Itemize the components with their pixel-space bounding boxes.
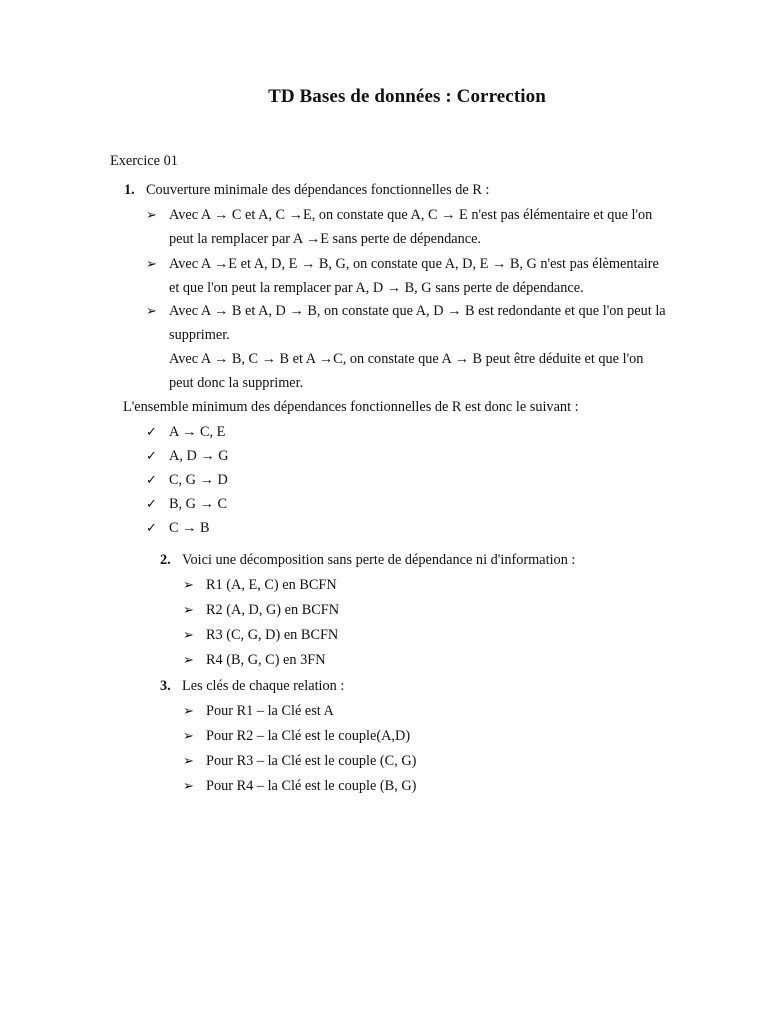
- bullet-1-line-1: Avec A → C et A, C →E, on constate que A, C → E n'est pas élémentaire et que l'on: [169, 207, 653, 223]
- arrowhead-bullet-icon: ➢: [183, 602, 194, 617]
- minimum-set-intro: L'ensemble minimum des dépendances fonctionnelles de R est donc le suivant :: [123, 399, 579, 415]
- section-2-number: 2.: [160, 552, 171, 568]
- section-2-heading: Voici une décomposition sans perte de dépendance ni d'information :: [182, 552, 576, 568]
- key-item: Pour R1 – la Clé est A: [206, 703, 334, 719]
- check-mark-icon: ✓: [146, 424, 157, 439]
- check-mark-icon: ✓: [146, 472, 157, 487]
- exercise-label: Exercice 01: [110, 153, 178, 169]
- section-3-number: 3.: [160, 678, 171, 694]
- dependency-item: C, G → D: [169, 472, 228, 488]
- bullet-2-line-1: Avec A →E et A, D, E → B, G, on constate que A, D, E → B, G n'est pas élèmentaire: [169, 256, 659, 272]
- bullet-1-line-2: peut la remplacer par A →E sans perte de dépendance.: [169, 231, 482, 247]
- arrowhead-bullet-icon: ➢: [183, 728, 194, 743]
- section-3-heading: Les clés de chaque relation :: [182, 678, 345, 694]
- arrowhead-bullet-icon: ➢: [146, 256, 157, 271]
- decomposition-item: R3 (C, G, D) en BCFN: [206, 627, 339, 643]
- dependency-item: A, D → G: [169, 448, 229, 464]
- arrowhead-bullet-icon: ➢: [183, 652, 194, 667]
- bullet-3-line-1: Avec A → B et A, D → B, on constate que A, D → B est redondante et que l'on peut la: [169, 303, 666, 319]
- key-item: Pour R4 – la Clé est le couple (B, G): [206, 778, 417, 794]
- dependency-item: A → C, E: [169, 424, 226, 440]
- arrowhead-bullet-icon: ➢: [146, 207, 157, 222]
- arrowhead-bullet-icon: ➢: [183, 778, 194, 793]
- dependency-item: C → B: [169, 520, 210, 536]
- check-mark-icon: ✓: [146, 520, 157, 535]
- key-item: Pour R2 – la Clé est le couple(A,D): [206, 728, 411, 744]
- page-title: TD Bases de données : Correction: [268, 86, 546, 107]
- key-item: Pour R3 – la Clé est le couple (C, G): [206, 753, 417, 769]
- bullet-3-line-2: supprimer.: [169, 327, 230, 343]
- arrowhead-bullet-icon: ➢: [183, 753, 194, 768]
- arrowhead-bullet-icon: ➢: [183, 627, 194, 642]
- section-1-heading: Couverture minimale des dépendances fonctionnelles de R :: [146, 182, 490, 198]
- decomposition-item: R2 (A, D, G) en BCFN: [206, 602, 340, 618]
- bullet-3-line-3: Avec A → B, C → B et A →C, on constate que A → B peut être déduite et que l'on: [169, 351, 644, 367]
- decomposition-item: R4 (B, G, C) en 3FN: [206, 652, 326, 668]
- check-mark-icon: ✓: [146, 448, 157, 463]
- arrowhead-bullet-icon: ➢: [183, 577, 194, 592]
- dependency-item: B, G → C: [169, 496, 227, 512]
- arrowhead-bullet-icon: ➢: [183, 703, 194, 718]
- bullet-2-line-2: et que l'on peut la remplacer par A, D → B, G sans perte de dépendance.: [169, 280, 584, 296]
- arrowhead-bullet-icon: ➢: [146, 303, 157, 318]
- section-1-number: 1.: [124, 182, 135, 198]
- check-mark-icon: ✓: [146, 496, 157, 511]
- decomposition-item: R1 (A, E, C) en BCFN: [206, 577, 337, 593]
- bullet-3-line-4: peut donc la supprimer.: [169, 375, 304, 391]
